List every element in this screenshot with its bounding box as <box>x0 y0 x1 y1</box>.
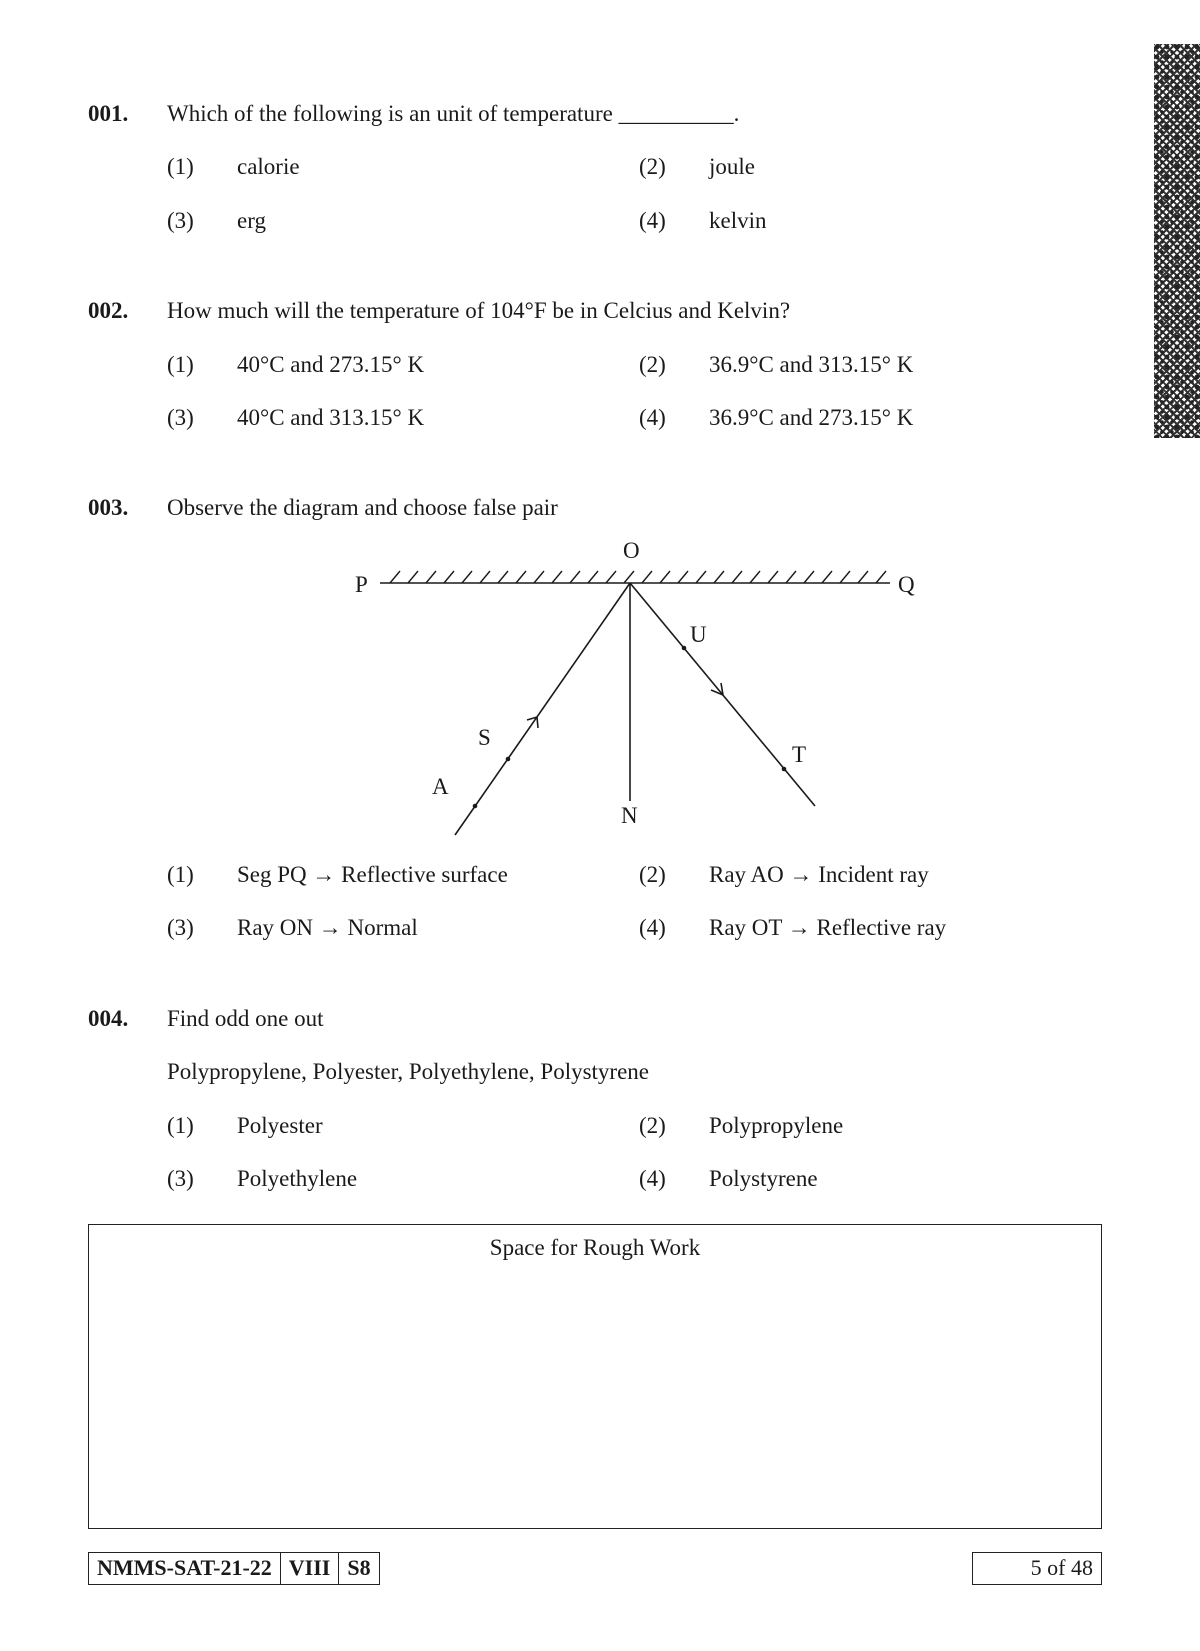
hatch-mark <box>480 571 490 583</box>
label-n: N <box>621 803 638 828</box>
hatch-mark <box>534 571 544 583</box>
label-a: A <box>432 774 449 799</box>
option-number: (3) <box>167 1166 194 1191</box>
point-s <box>506 757 511 762</box>
hatch-mark <box>408 571 418 583</box>
point-t <box>782 767 787 772</box>
hatch-mark <box>588 571 598 583</box>
option-text: calorie <box>237 154 300 179</box>
hatch-mark <box>822 571 832 583</box>
option-number: (1) <box>167 352 194 377</box>
option-number: (4) <box>639 915 666 940</box>
rough-work-title: Space for Rough Work <box>489 1235 701 1260</box>
hatch-mark <box>390 571 400 583</box>
decorative-pattern-strip <box>1154 44 1200 438</box>
reflection-diagram <box>330 530 915 840</box>
hatch-mark <box>804 571 814 583</box>
exam-code: NMMS-SAT-21-22 <box>89 1553 281 1584</box>
question-number: 004. <box>88 1006 129 1031</box>
option-text: 40°C and 273.15° K <box>237 352 425 377</box>
option-number: (2) <box>639 862 666 887</box>
set-label: S8 <box>347 1555 371 1580</box>
page-number-box <box>972 1552 1102 1585</box>
hatch-mark <box>570 571 580 583</box>
option-number: (2) <box>639 352 666 377</box>
option-text: 40°C and 313.15° K <box>237 405 425 430</box>
option-text: Ray OT → Reflective ray <box>709 915 947 940</box>
option-number: (2) <box>639 154 666 179</box>
hatch-mark <box>786 571 796 583</box>
option-text: Polypropylene <box>709 1113 844 1138</box>
hatch-mark <box>552 571 562 583</box>
hatch-mark <box>516 571 526 583</box>
hatch-mark <box>768 571 778 583</box>
question-text: Find odd one out <box>167 1006 324 1031</box>
page-number: 5 of 48 <box>1030 1555 1093 1580</box>
question-number: 003. <box>88 495 129 520</box>
hatch-mark <box>426 571 436 583</box>
option-number: (4) <box>639 405 666 430</box>
label-u: U <box>690 622 707 647</box>
option-text: Polyethylene <box>237 1166 358 1191</box>
option-number: (3) <box>167 208 194 233</box>
label-p: P <box>355 572 368 597</box>
hatch-mark <box>714 571 724 583</box>
option-text: erg <box>237 208 266 233</box>
option-text: Ray ON → Normal <box>237 915 418 940</box>
label-t: T <box>792 742 807 767</box>
option-number: (1) <box>167 154 194 179</box>
point-u <box>682 646 687 651</box>
question-number: 002. <box>88 298 129 323</box>
option-text: joule <box>709 154 755 179</box>
option-number: (3) <box>167 405 194 430</box>
option-text: Seg PQ → Reflective surface <box>237 862 508 887</box>
option-number: (2) <box>639 1113 666 1138</box>
hatch-mark <box>444 571 454 583</box>
incident-ray-ao <box>455 583 630 835</box>
question-number: 001. <box>88 101 129 126</box>
hatch-mark <box>678 571 688 583</box>
option-number: (1) <box>167 1113 194 1138</box>
mirror-hatching <box>390 571 886 583</box>
hatch-mark <box>732 571 742 583</box>
question-text: Observe the diagram and choose false pair <box>167 495 558 520</box>
hatch-mark <box>498 571 508 583</box>
label-o: O <box>623 538 640 563</box>
class-label: VIII <box>281 1553 340 1584</box>
option-number: (1) <box>167 862 194 887</box>
option-text: kelvin <box>709 208 767 233</box>
hatch-mark <box>660 571 670 583</box>
option-text: Ray AO → Incident ray <box>709 862 929 887</box>
hatch-mark <box>606 571 616 583</box>
exam-code-box <box>88 1552 380 1585</box>
hatch-mark <box>750 571 760 583</box>
rough-work-box <box>88 1224 1102 1529</box>
hatch-mark <box>696 571 706 583</box>
hatch-mark <box>462 571 472 583</box>
option-number: (4) <box>639 1166 666 1191</box>
question-text: How much will the temperature of 104°F be in Celcius and Kelvin? <box>167 298 791 323</box>
hatch-mark <box>840 571 850 583</box>
option-text: 36.9°C and 313.15° K <box>709 352 914 377</box>
option-number: (3) <box>167 915 194 940</box>
option-number: (4) <box>639 208 666 233</box>
option-text: Polystyrene <box>709 1166 818 1191</box>
hatch-mark <box>624 571 634 583</box>
option-text: Polyester <box>237 1113 323 1138</box>
question-text: Which of the following is an unit of temperature __________. <box>167 101 740 126</box>
option-text: 36.9°C and 273.15° K <box>709 405 914 430</box>
question-subtext: Polypropylene, Polyester, Polyethylene, Polystyrene <box>167 1059 650 1084</box>
hatch-mark <box>642 571 652 583</box>
label-s: S <box>478 725 491 750</box>
point-a <box>473 804 478 809</box>
hatch-mark <box>858 571 868 583</box>
label-q: Q <box>898 572 915 597</box>
hatch-mark <box>876 571 886 583</box>
